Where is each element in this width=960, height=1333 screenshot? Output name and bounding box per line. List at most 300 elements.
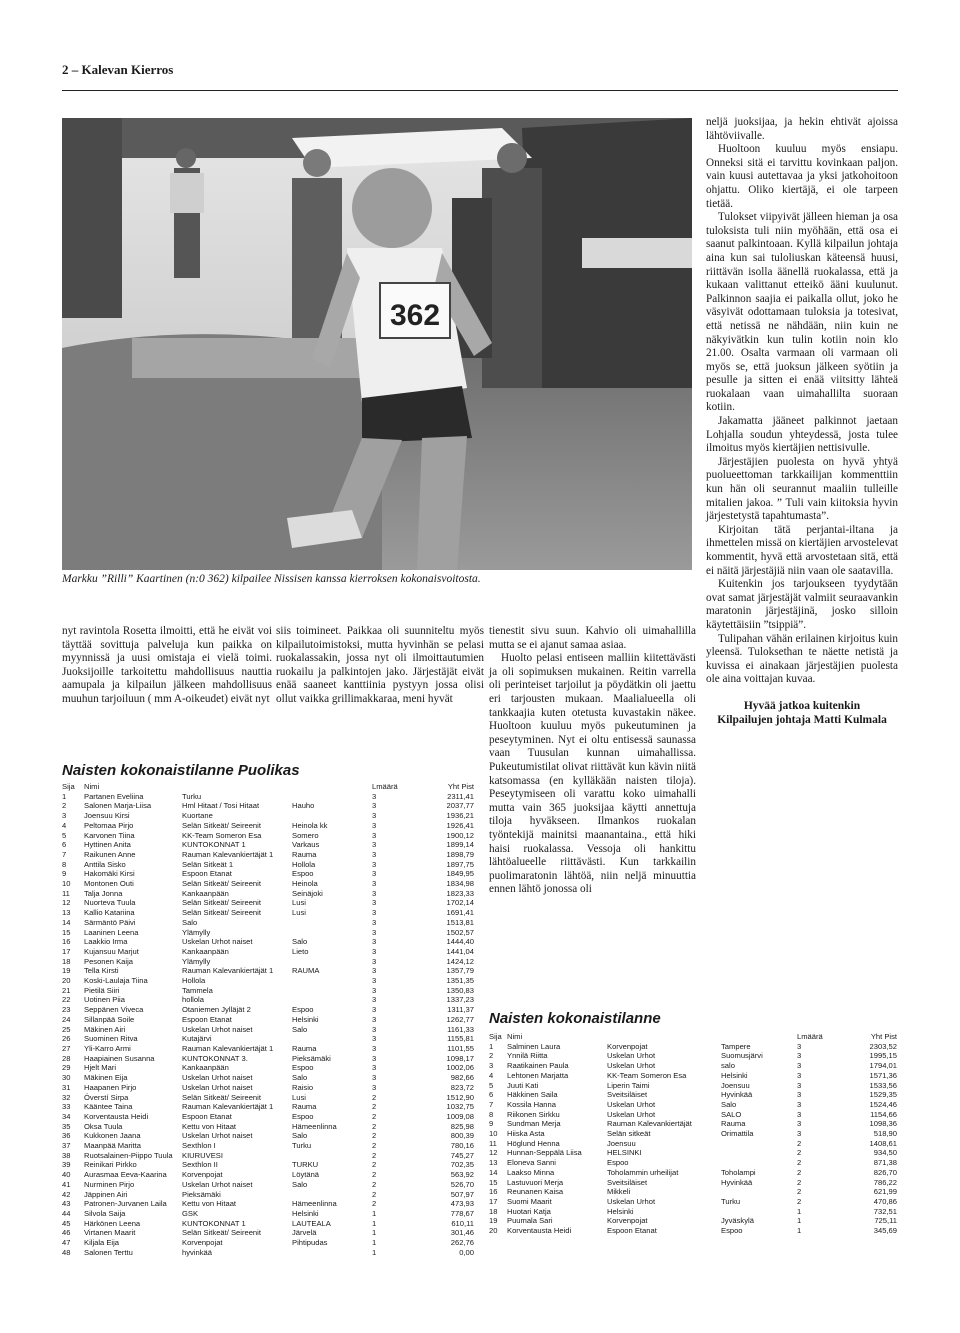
- cell-sija: 45: [62, 1218, 71, 1228]
- cell-seura: Selän sitkeät: [607, 1129, 651, 1139]
- cell-seura: Uskelan Urhot naiset: [182, 1131, 253, 1141]
- cell-paikka: Hämeenlinna: [292, 1199, 337, 1209]
- cell-pist: 262,76: [450, 1238, 474, 1248]
- cell-pist: 745,27: [450, 1150, 474, 1160]
- cell-seura: Joensuu: [607, 1138, 636, 1148]
- cell-pist: 1154,66: [870, 1109, 897, 1119]
- cell-pist: 1032,75: [446, 1102, 474, 1112]
- cell-paikka: Salo: [721, 1099, 737, 1109]
- cell-nimi: Talja Jonna: [84, 888, 123, 898]
- cell-nimi: Partanen Eveliina: [84, 791, 144, 801]
- table-row: [62, 1160, 474, 1170]
- cell-paikka: Seinäjoki: [292, 888, 323, 898]
- cell-lmaara: 3: [372, 927, 377, 937]
- cell-pist: 786,22: [873, 1177, 897, 1187]
- cell-nimi: Riikonen Sirkku: [507, 1109, 560, 1119]
- cell-nimi: Nuorteva Tuula: [84, 898, 136, 908]
- cell-nimi: Huotari Katja: [507, 1206, 551, 1216]
- cell-lmaara: 2: [797, 1158, 802, 1168]
- cell-lmaara: 2: [372, 1150, 377, 1160]
- cell-nimi: Salonen Terttu: [84, 1247, 133, 1257]
- cell-seura: Kettu von Hitaat: [182, 1121, 237, 1131]
- cell-lmaara: 3: [372, 811, 377, 821]
- cell-nimi: Pietilä Siiri: [84, 985, 120, 995]
- cell-pist: 1444,40: [446, 937, 474, 947]
- cell-sija: 4: [489, 1070, 494, 1080]
- cell-pist: 934,50: [873, 1148, 897, 1158]
- cell-paikka: Hyvinkää: [721, 1090, 753, 1100]
- table-row: [62, 986, 474, 996]
- cell-pist: 1899,14: [446, 840, 474, 850]
- paragraph: siis toimineet. Paikkaa oli suunniteltu myös kilpailutoimistoksi, mutta hyvinhän se pelasi ruokalassakin, jossa nyt oli ilmoittautumien ruokailu ja palkintojen jako. Järjestäjät eivät enää saaneet kanttiinia pystyyn jossa olisi ollut vaikka grillimakkaraa, meni hyvät: [276, 625, 484, 705]
- table-row: [62, 1151, 474, 1161]
- cell-sija: 3: [62, 811, 67, 821]
- cell-paikka: Rauma: [721, 1119, 746, 1129]
- cell-lmaara: 3: [372, 840, 377, 850]
- cell-pist: 1350,83: [446, 985, 474, 995]
- cell-paikka: Tampere: [721, 1041, 751, 1051]
- cell-lmaara: 3: [372, 1005, 377, 1015]
- cell-seura: Mikkeli: [607, 1187, 631, 1197]
- paragraph: Huolto pelasi entiseen malliin kiitettävästi ja oli sopimuksen mukainen. Reitin varrella oli perinteiset tarjoilut ja pöydätkin oli jaettu eri tarjousten mukaan. Maalialueella oli tankkaajia kuten otetusta kuvastakin näkee. Huoltoon kuuluu myös pukeutuminen ja peseytyminen. Nyt ei oltu entisessä saunassa vaan Tuusulan kunnan uimahallissa. Pukeutumistilat olivat riittävät kun kävin niitä katsomassa (en kylläkään naisten tiloja). Peseytymiseen oli varattu koko uimahalli mutta vain 365 juoksijaa käytti annettuja tiloja hyväkseen. Ilmankos ruokalan työntekijä mainitsi maanantaina., että hiki haisi ruokalassa. Vessoja oli hankittu lähtöalueelle riittävästi. Kun tarkkailin puolimaratonin lähtöä, niin neljä minuuttia ennen lähtö jonossa oli: [489, 652, 696, 896]
- cell-nimi: Patronen-Jurvanen Laila: [84, 1199, 167, 1209]
- cell-lmaara: 2: [372, 1189, 377, 1199]
- cell-sija: 14: [489, 1167, 498, 1177]
- cell-seura: Rauman Kalevankiertäjät 1: [182, 1102, 274, 1112]
- cell-seura: HELSINKI: [607, 1148, 642, 1158]
- table-row: [489, 1139, 897, 1149]
- cell-pist: 1512,90: [446, 1092, 474, 1102]
- cell-sija: 37: [62, 1141, 71, 1151]
- cell-pist: 982,66: [450, 1073, 474, 1083]
- cell-sija: 48: [62, 1247, 71, 1257]
- cell-lmaara: 1: [797, 1216, 802, 1226]
- cell-lmaara: 2: [797, 1138, 802, 1148]
- cell-pist: 1101,55: [447, 1043, 474, 1053]
- table-row: [489, 1081, 897, 1091]
- cell-sija: 22: [62, 995, 71, 1005]
- cell-seura: Kankaanpään: [182, 888, 229, 898]
- signature: [706, 699, 898, 727]
- cell-seura: Salo: [182, 917, 198, 927]
- col-header-paikka: [292, 782, 372, 792]
- cell-pist: 1691,41: [446, 908, 474, 918]
- signature-line-1: Hyvää jatkoa kuitenkin: [743, 699, 861, 712]
- paragraph: neljä juoksijaa, ja hekin ehtivät ajoissa lähtöviivalle.: [706, 116, 898, 142]
- cell-pist: 1897,75: [446, 859, 474, 869]
- cell-paikka: TURKU: [292, 1160, 319, 1170]
- table-row: [62, 1034, 474, 1044]
- article-column-4: [706, 116, 898, 727]
- cell-seura: Uskelan Urhot: [607, 1099, 656, 1109]
- cell-seura: KUNTOKONNAT 1: [182, 840, 246, 850]
- cell-nimi: Kujansuu Marjut: [84, 946, 139, 956]
- header-rule: [62, 90, 898, 91]
- cell-pist: 1529,35: [869, 1090, 897, 1100]
- paragraph: Tulokset viipyivät jälleen hieman ja osa tuloksista tuli niin myöhään, että osa ei saanut palkintoaan. Kyllä kilpailun johtaja aina kun sai tuloliuskan käteensä huusi, riittävän isolla äänellä ruokalassa, että ja kukaan valittanut etteikö ääni kuulunut. Palkinnon saajia ei paikalla ollut, joko he väsyivät odottamaan tuloksia ja totesivat, että netissä ne nähdään, niin kuin ne näkyivätkin kun tulin kotiin noin klo 21.00. Osalta varmaan oli varmaan oli myös se, että juoksun jälkeen syötiin ja pesulle ja sitten ei enää viitsitty lähteä ruokalaan vaan uimahallilta suoraan kotiin.: [706, 211, 898, 414]
- cell-paikka: Espoo: [292, 1063, 314, 1073]
- cell-nimi: Ynnilä Riitta: [507, 1051, 548, 1061]
- cell-sija: 11: [62, 888, 70, 898]
- cell-lmaara: 2: [372, 1102, 377, 1112]
- table-row: [62, 1141, 474, 1151]
- cell-nimi: Maanpää Maritta: [84, 1141, 141, 1151]
- cell-paikka: Lieto: [292, 946, 309, 956]
- cell-sija: 18: [62, 956, 71, 966]
- paragraph: Järjestäjien puolesta on hyvä yhtyä puolueettoman tarkkailijan kommenttiin kun hän oli seurannut maaliin tulleille mitalien jakoa. ” Tuli vain kiitoksia hyvin järjestetystä tapahtumasta”.: [706, 455, 898, 523]
- table-row: [62, 801, 474, 811]
- cell-sija: 33: [62, 1102, 71, 1112]
- cell-seura: Selän Sitkeät/ Seireenit: [182, 1092, 261, 1102]
- table-row: [62, 860, 474, 870]
- cell-nimi: Överstí Sirpa: [84, 1092, 129, 1102]
- cell-paikka: Raisio: [292, 1082, 314, 1092]
- cell-lmaara: 3: [797, 1051, 802, 1061]
- cell-sija: 35: [62, 1121, 71, 1131]
- paragraph: Huoltoon kuuluu myös ensiapu. Onneksi sitä ei tarvittu kovinkaan paljon. vain kuusi autettavaa ja yksi jatkohoitoon ohjattu. Oliko kiertäjä, ei ole tarpeen tietää.: [706, 143, 898, 210]
- cell-sija: 19: [62, 966, 71, 976]
- cell-lmaara: 2: [372, 1160, 377, 1170]
- cell-pist: 1533,56: [869, 1080, 897, 1090]
- cell-pist: 1424,12: [446, 956, 474, 966]
- table-row: [489, 1148, 897, 1158]
- cell-lmaara: 2: [797, 1148, 802, 1158]
- cell-pist: 301,46: [450, 1228, 474, 1238]
- cell-pist: 1009,08: [446, 1111, 474, 1121]
- cell-lmaara: 3: [372, 791, 377, 801]
- table-row: [489, 1100, 897, 1110]
- cell-paikka: Hauho: [292, 801, 315, 811]
- cell-paikka: Heinola kk: [292, 820, 328, 830]
- cell-lmaara: 3: [797, 1090, 802, 1100]
- cell-sija: 6: [62, 840, 67, 850]
- cell-nimi: Salonen Marja-Liisa: [84, 801, 152, 811]
- cell-paikka: Lusi: [292, 898, 306, 908]
- cell-lmaara: 1: [372, 1247, 377, 1257]
- cell-paikka: Varkaus: [292, 840, 320, 850]
- cell-pist: 2037,77: [446, 801, 474, 811]
- cell-sija: 47: [62, 1238, 71, 1248]
- cell-lmaara: 2: [797, 1196, 802, 1206]
- cell-pist: 1351,35: [446, 976, 474, 986]
- cell-lmaara: 3: [372, 1034, 377, 1044]
- cell-seura: Kettu von Hitaat: [182, 1199, 237, 1209]
- table-row: [62, 918, 474, 928]
- cell-seura: Korvenpojat: [607, 1041, 648, 1051]
- table-row: [62, 928, 474, 938]
- cell-sija: 44: [62, 1208, 71, 1218]
- cell-paikka: Pieksämäki: [292, 1053, 331, 1063]
- cell-pist: 1441,04: [446, 946, 474, 956]
- cell-lmaara: 3: [372, 1073, 377, 1083]
- paragraph: Tulipahan vähän erilainen kirjoitus kuin yleensä. Tuloksethan te näette netistä ja kuvissa ei ainakaan järjestäjien puolesta ole aina voittajan kuvaa.: [706, 632, 898, 686]
- cell-nimi: Laakso Minna: [507, 1167, 555, 1177]
- cell-seura: Espoon Etanat: [607, 1226, 657, 1236]
- paragraph: Kuitenkin jos tarjoukseen tyydytään ovat samat järjestäjät valmiit seuraavankin maratonin järjestäjinä, josko silloin käytettäisiin ”tsippiä”.: [706, 578, 898, 631]
- cell-pist: 2311,41: [447, 791, 474, 801]
- cell-nimi: Koski-Laulaja Tiina: [84, 976, 148, 986]
- cell-lmaara: 3: [372, 1082, 377, 1092]
- cell-sija: 1: [489, 1041, 494, 1051]
- cell-nimi: Sundman Merja: [507, 1119, 561, 1129]
- cell-lmaara: 3: [372, 1024, 377, 1034]
- table-row: [62, 908, 474, 918]
- table-row: [62, 1170, 474, 1180]
- cell-paikka: salo: [721, 1061, 735, 1071]
- cell-nimi: Juuti Kati: [507, 1080, 539, 1090]
- cell-seura: Uskelan Urhot: [607, 1196, 656, 1206]
- table-row: [62, 1015, 474, 1025]
- table-row: [62, 1054, 474, 1064]
- cell-nimi: Jäppinen Airi: [84, 1189, 128, 1199]
- cell-nimi: Pesonen Kaija: [84, 956, 133, 966]
- cell-seura: Liperin Taimi: [607, 1080, 650, 1090]
- cell-pist: 1995,15: [869, 1051, 897, 1061]
- cell-sija: 2: [62, 801, 67, 811]
- cell-paikka: Hollola: [292, 859, 316, 869]
- cell-sija: 41: [62, 1179, 71, 1189]
- cell-lmaara: 3: [372, 985, 377, 995]
- col-header-paikka: [721, 1032, 797, 1042]
- cell-seura: Selän Sitkeät/ Seireenit: [182, 820, 261, 830]
- cell-sija: 7: [489, 1099, 494, 1109]
- col-header-nimi: Nimi: [84, 782, 100, 791]
- cell-sija: 16: [62, 937, 71, 947]
- cell-sija: 4: [62, 820, 67, 830]
- cell-sija: 15: [489, 1177, 498, 1187]
- cell-seura: Selän Sitkeät/ Seireenit: [182, 1228, 261, 1238]
- cell-seura: Selän Sitkeät/ Seireenit: [182, 898, 261, 908]
- cell-paikka: Rauma: [292, 1043, 317, 1053]
- cell-pist: 732,51: [873, 1206, 897, 1216]
- cell-paikka: [292, 986, 372, 996]
- cell-pist: 470,86: [873, 1196, 897, 1206]
- table-header-row: [62, 782, 474, 792]
- cell-pist: 1155,81: [447, 1034, 474, 1044]
- table-koko-title: Naisten kokonaistilanne: [489, 1010, 661, 1027]
- cell-paikka: Salo: [292, 1024, 308, 1034]
- cell-paikka: Suomusjärvi: [721, 1051, 763, 1061]
- cell-nimi: Mäkinen Airi: [84, 1024, 126, 1034]
- cell-paikka: Salo: [292, 1131, 308, 1141]
- cell-sija: 2: [489, 1051, 494, 1061]
- cell-pist: 1098,17: [446, 1053, 474, 1063]
- table-row: [62, 869, 474, 879]
- cell-lmaara: 1: [372, 1208, 377, 1218]
- cell-paikka: Hämeenlinna: [292, 1121, 337, 1131]
- cell-nimi: Seppänen Viveca: [84, 1005, 144, 1015]
- photo-caption: Markku ”Rilli” Kaartinen (n:0 362) kilpailee Nissisen kanssa kierroksen kokonaisvoitosta.: [62, 573, 481, 585]
- cell-pist: 2303,52: [869, 1041, 897, 1051]
- cell-lmaara: 2: [797, 1177, 802, 1187]
- cell-seura: Espoon Etanat: [182, 1111, 232, 1121]
- cell-seura: Korvenpojat: [182, 1170, 223, 1180]
- table-row: [62, 792, 474, 802]
- cell-nimi: Lastuvuori Merja: [507, 1177, 564, 1187]
- cell-lmaara: 3: [372, 908, 377, 918]
- cell-lmaara: 3: [372, 1053, 377, 1063]
- cell-paikka: Heinola: [292, 879, 318, 889]
- cell-pist: 1098,36: [869, 1119, 897, 1129]
- cell-nimi: Laakkio Irma: [84, 937, 128, 947]
- cell-sija: 10: [62, 879, 71, 889]
- cell-nimi: Reinikari Pirkko: [84, 1160, 137, 1170]
- cell-seura: Ylämylly: [182, 927, 211, 937]
- cell-lmaara: 2: [372, 1111, 377, 1121]
- table-row: [62, 1083, 474, 1093]
- cell-pist: 825,98: [450, 1121, 474, 1131]
- col-header-pist: Yht Pist: [447, 782, 474, 791]
- cell-sija: 40: [62, 1170, 71, 1180]
- cell-paikka: LAUTEALA: [292, 1218, 331, 1228]
- cell-nimi: Kossila Hanna: [507, 1099, 556, 1109]
- cell-nimi: Nurminen Pirjo: [84, 1179, 135, 1189]
- cell-paikka: [292, 995, 372, 1005]
- cell-lmaara: 2: [372, 1141, 377, 1151]
- cell-paikka: Orimattila: [721, 1129, 754, 1139]
- table-row: [62, 1102, 474, 1112]
- cell-seura: Helsinki: [607, 1206, 634, 1216]
- cell-lmaara: 3: [372, 1014, 377, 1024]
- article-column-1: [62, 625, 272, 707]
- cell-sija: 39: [62, 1160, 71, 1170]
- cell-seura: hyvinkää: [182, 1247, 212, 1257]
- cell-paikka: [292, 1034, 372, 1044]
- cell-lmaara: 1: [797, 1226, 802, 1236]
- cell-seura: Selän Sitkeät/ Seireenit: [182, 879, 261, 889]
- cell-seura: Rauman Kalevankiertäjät 1: [182, 966, 274, 976]
- table-row: [62, 1228, 474, 1238]
- cell-pist: 1161,33: [447, 1024, 474, 1034]
- cell-sija: 42: [62, 1189, 71, 1199]
- cell-sija: 17: [489, 1196, 498, 1206]
- table-puolikas-title: Naisten kokonaistilanne Puolikas: [62, 762, 300, 779]
- cell-sija: 8: [489, 1109, 494, 1119]
- cell-lmaara: 3: [372, 966, 377, 976]
- cell-paikka: Espoo: [292, 869, 314, 879]
- cell-paikka: Somero: [292, 830, 319, 840]
- cell-seura: Korvenpojat: [607, 1216, 648, 1226]
- cell-nimi: Kiljala Eija: [84, 1238, 120, 1248]
- cell-sija: 6: [489, 1090, 494, 1100]
- cell-nimi: Eloneva Sanni: [507, 1158, 556, 1168]
- cell-seura: Kutajärvi: [182, 1034, 212, 1044]
- cell-pist: 1900,12: [446, 830, 474, 840]
- cell-nimi: Lehtonen Marjatta: [507, 1070, 569, 1080]
- cell-lmaara: 3: [372, 830, 377, 840]
- cell-pist: 702,35: [450, 1160, 474, 1170]
- table-row: [62, 947, 474, 957]
- cell-lmaara: 2: [372, 1199, 377, 1209]
- cell-seura: KK-Team Someron Esa: [182, 830, 262, 840]
- col-header-seura: [182, 782, 292, 792]
- table-row: [62, 1122, 474, 1132]
- cell-nimi: Montonen Outi: [84, 879, 134, 889]
- cell-nimi: Raatikainen Paula: [507, 1061, 569, 1071]
- cell-nimi: Anttila Sisko: [84, 859, 126, 869]
- cell-pist: 871,38: [873, 1158, 897, 1168]
- cell-nimi: Höglund Henna: [507, 1138, 560, 1148]
- cell-lmaara: 3: [372, 801, 377, 811]
- cell-seura: Espoon Etanat: [182, 869, 232, 879]
- cell-paikka: Turku: [721, 1196, 741, 1206]
- cell-lmaara: 3: [372, 888, 377, 898]
- cell-paikka: Espoo: [721, 1226, 743, 1236]
- cell-pist: 1513,81: [446, 917, 474, 927]
- cell-seura: Uskelan Urhot naiset: [182, 1082, 253, 1092]
- table-row: [489, 1168, 897, 1178]
- cell-lmaara: 3: [797, 1041, 802, 1051]
- cell-lmaara: 2: [797, 1167, 802, 1177]
- cell-pist: 1898,79: [446, 849, 474, 859]
- cell-lmaara: 2: [372, 1131, 377, 1141]
- cell-pist: 1002,06: [446, 1063, 474, 1073]
- cell-nimi: Oksa Tuula: [84, 1121, 123, 1131]
- cell-sija: 18: [489, 1206, 498, 1216]
- cell-lmaara: 3: [372, 1043, 377, 1053]
- cell-sija: 20: [62, 976, 71, 986]
- cell-nimi: Kukkonen Jaana: [84, 1131, 141, 1141]
- cell-lmaara: 3: [372, 820, 377, 830]
- cell-seura: hollola: [182, 995, 204, 1005]
- runner-photo: [62, 118, 692, 570]
- col-header-lmaara: Lmäärä: [797, 1032, 823, 1041]
- cell-sija: 32: [62, 1092, 71, 1102]
- article-column-3: [489, 625, 696, 897]
- cell-nimi: Hunnan-Seppälä Liisa: [507, 1148, 582, 1158]
- cell-seura: Uskelan Urhot naiset: [182, 1024, 253, 1034]
- cell-paikka: Salo: [292, 1179, 308, 1189]
- cell-paikka: Lusi: [292, 908, 306, 918]
- cell-seura: Rauman Kalevankiertäjät 1: [182, 849, 274, 859]
- cell-seura: Hollola: [182, 976, 206, 986]
- cell-sija: 13: [62, 908, 71, 918]
- cell-nimi: Virtanen Maarit: [84, 1228, 136, 1238]
- cell-paikka: [292, 918, 372, 928]
- table-row: [489, 1226, 897, 1236]
- cell-paikka: Järvelä: [292, 1228, 317, 1238]
- cell-seura: Uskelan Urhot naiset: [182, 1179, 253, 1189]
- cell-pist: 1794,01: [869, 1061, 897, 1071]
- cell-pist: 563,92: [450, 1170, 474, 1180]
- cell-paikka: [292, 1151, 372, 1161]
- cell-sija: 25: [62, 1024, 71, 1034]
- table-row: [489, 1187, 897, 1197]
- table-row: [489, 1158, 897, 1168]
- cell-lmaara: 3: [372, 946, 377, 956]
- cell-sija: 46: [62, 1228, 71, 1238]
- cell-seura: Sexthlon II: [182, 1160, 218, 1170]
- col-header-nimi: Nimi: [507, 1032, 523, 1041]
- cell-lmaara: 3: [372, 849, 377, 859]
- cell-lmaara: 3: [372, 917, 377, 927]
- cell-lmaara: 3: [372, 898, 377, 908]
- cell-sija: 12: [489, 1148, 498, 1158]
- cell-pist: 473,93: [450, 1199, 474, 1209]
- cell-pist: 621,99: [873, 1187, 897, 1197]
- col-header-seura: [607, 1032, 721, 1042]
- cell-pist: 1502,57: [446, 927, 474, 937]
- table-row: [489, 1197, 897, 1207]
- cell-sija: 12: [62, 898, 71, 908]
- cell-nimi: Haapiainen Susanna: [84, 1053, 155, 1063]
- cell-seura: Uskelan Urhot: [607, 1061, 656, 1071]
- cell-pist: 780,16: [450, 1141, 474, 1151]
- cell-nimi: Sillanpää Soile: [84, 1014, 135, 1024]
- signature-line-2: Kilpailujen johtaja Matti Kulmala: [717, 713, 887, 726]
- cell-pist: 526,70: [450, 1179, 474, 1189]
- cell-lmaara: 2: [372, 1121, 377, 1131]
